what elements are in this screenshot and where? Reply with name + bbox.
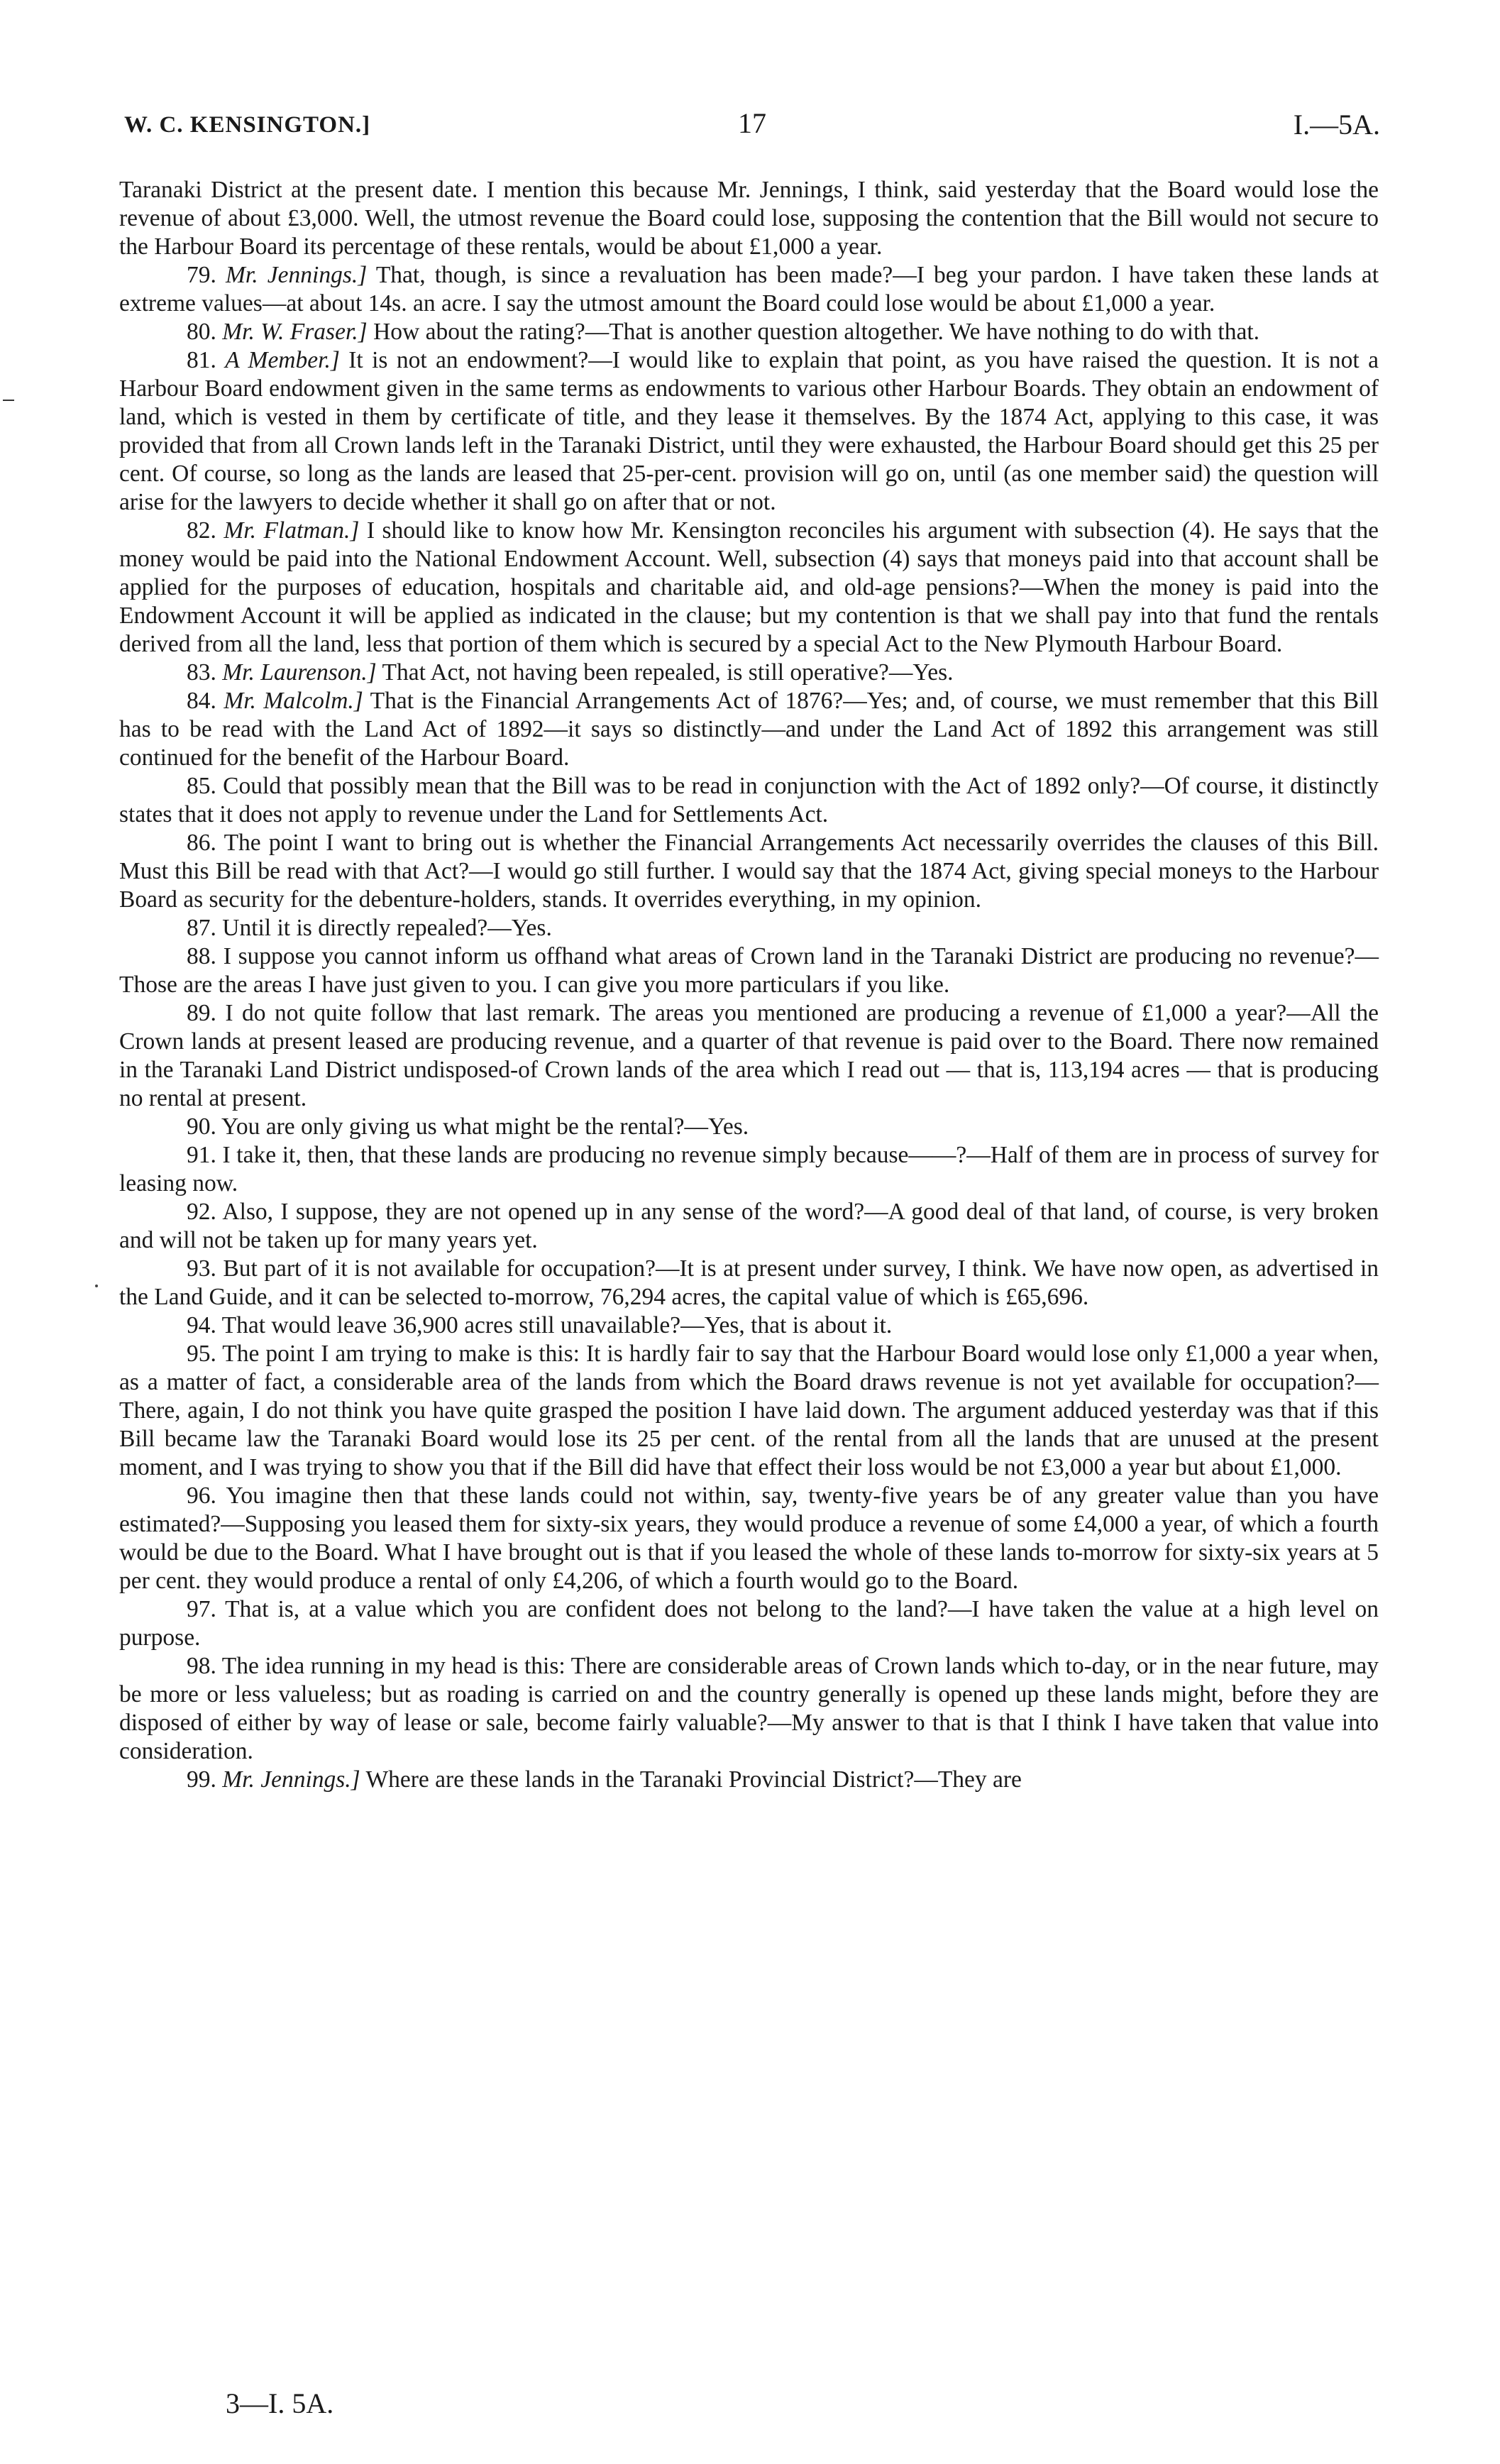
paper-reference: I.—5A. [1293,109,1380,141]
question-number: 98. [187,1653,216,1679]
paragraph-text: Also, I suppose, they are not opened up in any sense of the word?—A good deal of that land, of course, is very broken and will not be taken up for many years yet. [119,1199,1379,1253]
question-number: 96. [187,1483,216,1509]
paragraph [119,1652,1379,1766]
paragraph [119,659,1379,687]
paragraph-text: I suppose you cannot inform us offhand what areas of Crown land in the Taranaki District are producing no revenue?—Those are the areas I have just given to you. I can give you more particulars if you like. [119,943,1379,998]
question-number: 88. [187,943,216,969]
paragraph-text: That is the Financial Arrangements Act of 1876?—Yes; and, of course, we must remember that this Bill has to be read with the Land Act of 1892—it says so distinctly—and under the Land Act of 1892 this arrangement was still continued for the benefit of the Harbour Board. [119,688,1379,771]
paragraph [119,1595,1379,1652]
paragraph [119,1198,1379,1255]
paragraph-text: The point I am trying to make is this: It is hardly fair to say that the Harbour Board would lose only £1,000 a year when, as a matter of fact, a considerable area of the lands from which the Board draws revenue is not yet available for occupation?—There, again, I do not think you have quite grasped the position I have laid down. The argument adduced yesterday was that if this Bill became law the Taranaki Board would lose its 25 per cent. of the rental from all the lands that are unused at the present moment, and I was trying to show you that if the Bill did have that effect their loss would be not £3,000 a year but about £1,000. [119,1341,1379,1480]
question-number: 87. [187,915,216,941]
document-body [119,176,1379,1794]
paragraph [119,517,1379,659]
question-number: 94. [187,1312,216,1338]
question-number: 97. [187,1596,216,1622]
paragraph-text: I do not quite follow that last remark. The areas you mentioned are producing a revenue of £1,000 a year?—All the Crown lands at present leased are producing revenue, and a quarter of that revenue is paid over to the Board. There now remained in the Taranaki Land District undisposed-of Crown lands of the area which I read out — that is, 113,194 acres — that is producing no rental at present. [119,1000,1379,1111]
paragraph [119,687,1379,772]
paragraph-text: Until it is directly repealed?—Yes. [222,915,552,941]
paragraph-text: You are only giving us what might be the rental?—Yes. [221,1113,749,1140]
paragraph-text: That Act, not having been repealed, is still operative?—Yes. [376,659,954,686]
question-number: 85. [187,773,216,799]
page-header [124,106,1380,149]
question-number: 90. [187,1113,216,1140]
paragraph-text: You imagine then that these lands could not within, say, twenty-five years be of any greater value than you have estimated?—Supposing you leased them for sixty-six years, they would produce a revenue of some £4,000 a year, of which a fourth would be due to the Board. What I have brought out is that if you leased the whole of these lands to-morrow for sixty-six years at 5 per cent. they would produce a rental of only £4,206, of which a fourth would go to the Board. [119,1483,1379,1594]
signature-mark: 3—I. 5A. [226,2387,334,2419]
paragraph [119,1141,1379,1198]
margin-mark [3,400,14,401]
paragraph [119,1255,1379,1311]
question-number: 86. [187,830,216,856]
speaker-name: Mr. W. Fraser.] [222,319,368,345]
question-number: 82. [187,517,216,544]
paragraph [119,318,1379,346]
speaker-name: Mr. Laurenson.] [222,659,377,686]
paragraph [119,1482,1379,1595]
paragraph [119,942,1379,999]
speaker-name: A Member.] [225,347,340,373]
paragraph [119,829,1379,914]
question-number: 79. [187,262,216,288]
question-number: 92. [187,1199,216,1225]
question-number: 80. [187,319,216,345]
question-number: 84. [187,688,216,714]
speaker-name: Mr. Jennings.] [222,1766,360,1793]
speaker-name: Mr. Malcolm.] [224,688,363,714]
paragraph-text: The idea running in my head is this: There are considerable areas of Crown lands which to-day, or in the near future, may be more or less valueless; but as roading is carried on and the country generally is opened up these lands might, before they are disposed of either by way of lease or sale, become fairly valuable?—My answer to that is that I think I have taken that value into consideration. [119,1653,1379,1764]
question-number: 81. [187,347,216,373]
paragraph-text: The point I want to bring out is whether the Financial Arrangements Act necessarily overrides the clauses of this Bill. Must this Bill be read with that Act?—I would go still further. I would say that the 1874 Act, giving special moneys to the Harbour Board as security for the debenture-holders, stands. It overrides everything, in my opinion. [119,830,1379,913]
paragraph-text: That would leave 36,900 acres still unavailable?—Yes, that is about it. [221,1312,893,1338]
paragraph-text: I take it, then, that these lands are producing no revenue simply because——?—Half of them are in process of survey for leasing now. [119,1142,1379,1197]
paragraph-text: That is, at a value which you are confident does not belong to the land?—I have taken the value at a high level on purpose. [119,1596,1379,1651]
paragraph [119,772,1379,829]
speaker-name: Mr. Jennings.] [226,262,368,288]
paragraph-text: Could that possibly mean that the Bill was to be read in conjunction with the Act of 1892 only?—Of course, it distinctly states that it does not apply to revenue under the Land for Settlements Act. [119,773,1379,827]
paragraph-text: I should like to know how Mr. Kensington reconciles his argument with subsection (4). He says that the money would be paid into the National Endowment Account. Well, subsection (4) says that moneys paid into that account shall be applied for the purposes of education, hospitals and charitable aid, and old-age pensions?—When the money is paid into the Endowment Account it will be applied as indicated in the clause; but my contention is that we shall pay into that fund the rentals derived from all the land, less that portion of them which is secured by a special Act to the New Plymouth Harbour Board. [119,517,1379,657]
paragraph [119,261,1379,318]
speaker-name: Mr. Flatman.] [224,517,360,544]
question-number: 89. [187,1000,216,1026]
question-number: 93. [187,1255,216,1282]
paragraph [119,1311,1379,1340]
paragraph [119,1113,1379,1141]
margin-dot [95,1285,98,1287]
paragraph [119,346,1379,517]
question-number: 95. [187,1341,216,1367]
paragraph-text: But part of it is not available for occupation?—It is at present under survey, I think. We have now open, as advertised in the Land Guide, and it can be selected to-morrow, 76,294 acres, the capital value of which is £65,696. [119,1255,1379,1310]
question-number: 91. [187,1142,216,1168]
question-number: 83. [187,659,216,686]
header-witness-name: W. C. KENSINGTON.] [124,112,371,138]
paragraph-text: That, though, is since a revaluation has been made?—I beg your pardon. I have taken these lands at extreme values—at about 14s. an acre. I say the utmost amount the Board could lose would be about £1,000 a year. [119,262,1379,317]
question-number: 99. [187,1766,216,1793]
paragraph [119,1766,1379,1794]
paragraph-text: Where are these lands in the Taranaki Provincial District?—They are [360,1766,1022,1793]
paragraph-text: How about the rating?—That is another question altogether. We have nothing to do with that. [367,319,1260,345]
paragraph [119,999,1379,1113]
paragraph [119,176,1379,261]
paragraph [119,914,1379,942]
page-number: 17 [738,107,766,139]
paragraph-text: Taranaki District at the present date. I mention this because Mr. Jennings, I think, said yesterday that the Board would lose the revenue of about £3,000. Well, the utmost revenue the Board could lose, supposing the contention that the Bill would not secure to the Harbour Board its percentage of these rentals, would be about £1,000 a year. [119,177,1379,260]
paragraph [119,1340,1379,1482]
paragraph-text: It is not an endowment?—I would like to explain that point, as you have raised the question. It is not a Harbour Board endowment given in the same terms as endowments to various other Harbour Boards. They obtain an endowment of land, which is vested in them by certificate of title, and they lease it themselves. By the 1874 Act, applying to this case, it was provided that from all Crown lands left in the Taranaki District, until they were exhausted, the Harbour Board should get this 25 per cent. Of course, so long as the lands are leased that 25-per-cent. provision will go on, until (as one member said) the question will arise for the lawyers to decide whether it shall go on after that or not. [119,347,1379,515]
